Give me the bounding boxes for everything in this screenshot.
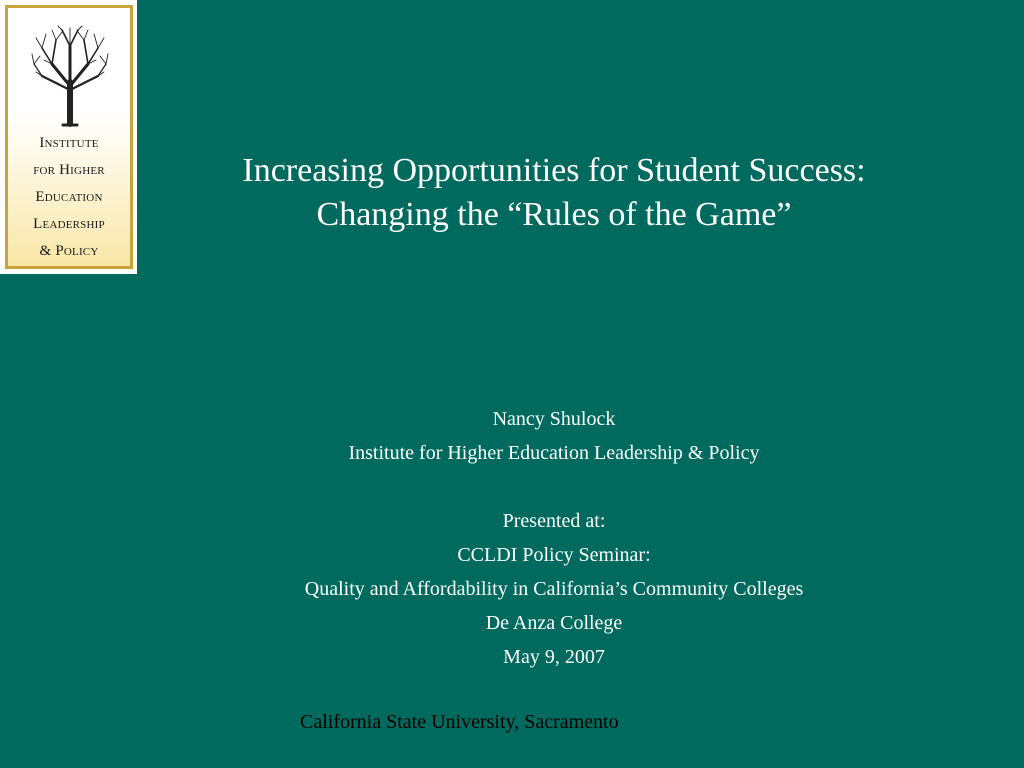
logo-wordmark bbox=[8, 130, 130, 265]
institute-logo bbox=[0, 0, 137, 274]
title-line-2: Changing the “Rules of the Game” bbox=[316, 196, 792, 233]
logo-line: Leadership bbox=[33, 216, 105, 232]
logo-line: Institute bbox=[39, 135, 99, 151]
tree-icon bbox=[30, 24, 110, 128]
logo-line: & Policy bbox=[39, 243, 99, 259]
logo-line: Education bbox=[35, 189, 103, 205]
slide-footer: California State University, Sacramento bbox=[300, 711, 619, 733]
logo-frame bbox=[5, 5, 133, 269]
event-subtitle: Quality and Affordability in California’s Community Colleges bbox=[304, 578, 804, 600]
event-name: CCLDI Policy Seminar: bbox=[457, 544, 651, 566]
presenter-name: Nancy Shulock bbox=[492, 408, 616, 430]
title-line-1: Increasing Opportunities for Student Success: bbox=[242, 152, 866, 189]
slide-body bbox=[150, 402, 958, 674]
presenter-affiliation: Institute for Higher Education Leadership & Policy bbox=[348, 442, 760, 464]
slide-title bbox=[150, 149, 958, 237]
presented-at-label: Presented at: bbox=[502, 510, 606, 532]
logo-line: for Higher bbox=[33, 162, 105, 178]
spacer bbox=[150, 470, 958, 504]
venue: De Anza College bbox=[485, 612, 623, 634]
presentation-date: May 9, 2007 bbox=[503, 646, 605, 668]
